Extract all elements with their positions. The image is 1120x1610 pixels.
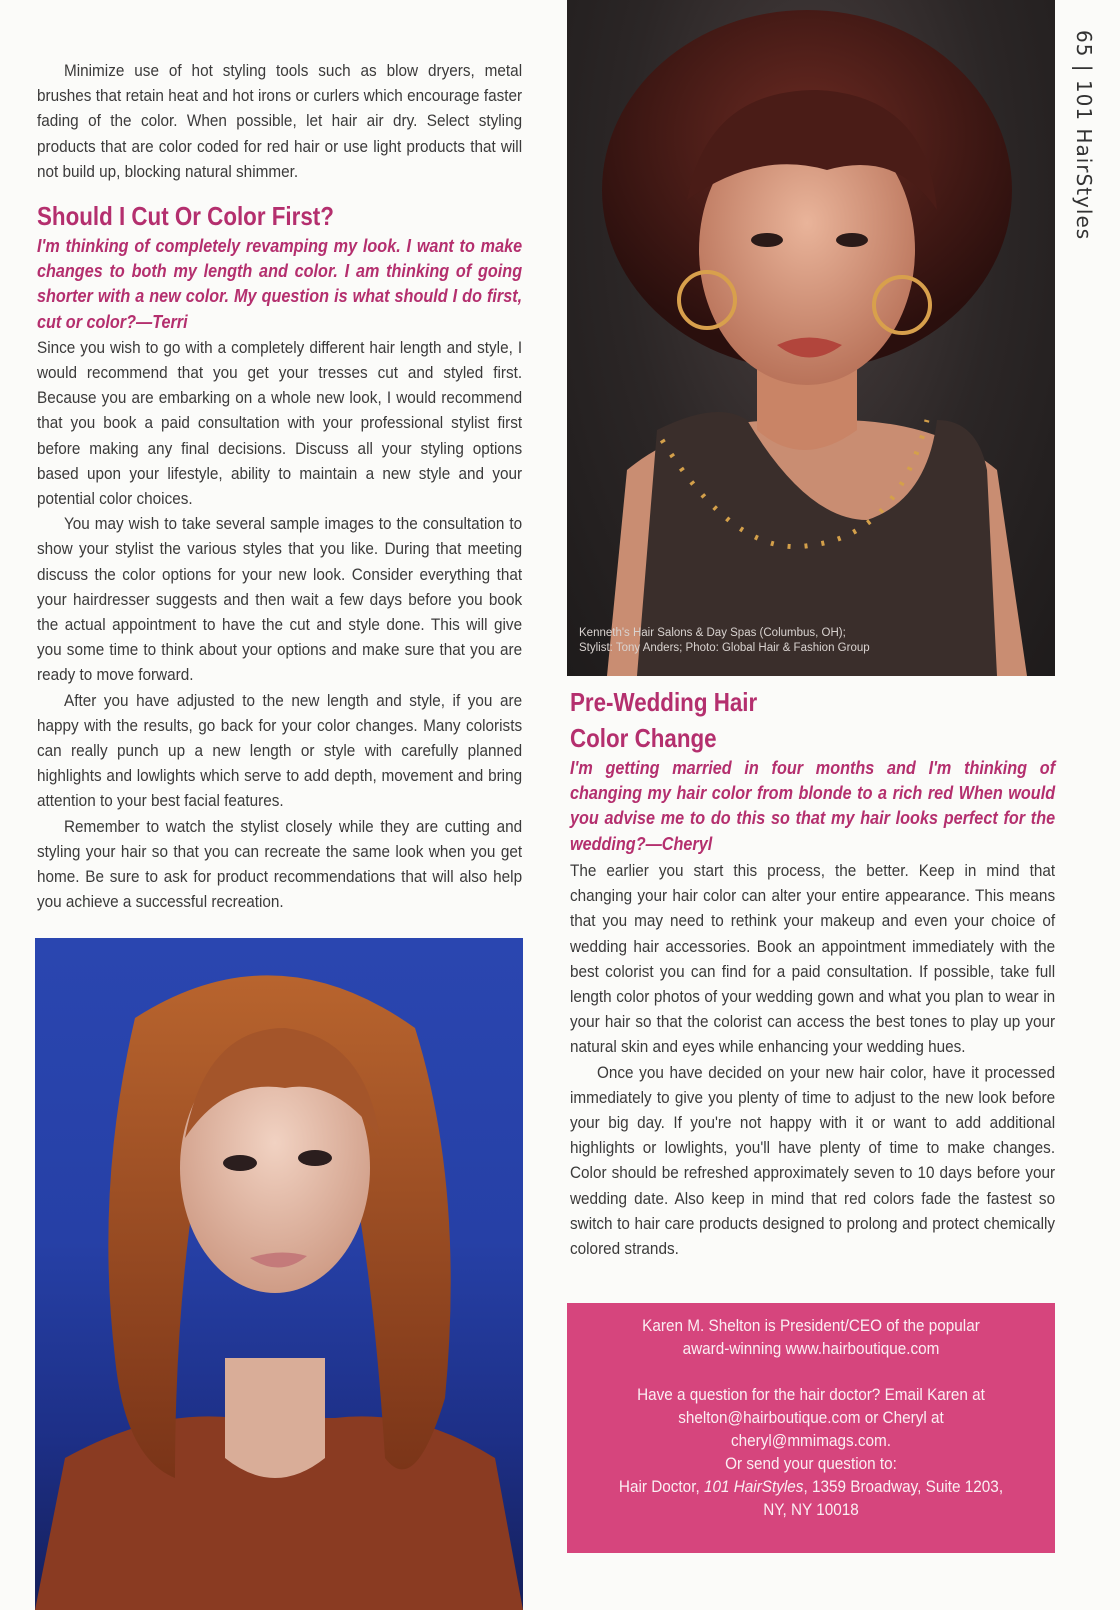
- bio-line-6: Or send your question to:: [725, 1454, 897, 1473]
- answer-paragraph-4: Remember to watch the stylist closely while they are cutting and styling your hair so that you can recreate the same look when you get home. Be sure to ask for product recommendations that will also help you achieve a successful recreation.: [37, 816, 523, 912]
- bio-line-8: NY, NY 10018: [763, 1500, 859, 1519]
- cut-or-color-heading: Should I Cut Or Color First?: [37, 201, 334, 232]
- author-bio-box: [567, 1303, 1055, 1553]
- bio-line-5: cheryl@mmimags.com.: [730, 1431, 892, 1450]
- bio-line-7a: Hair Doctor,: [618, 1477, 700, 1496]
- photo-credit-caption: [579, 626, 870, 656]
- answer-paragraph-3: After you have adjusted to the new length and style, if you are happy with the results, go back for your color changes. Many colorists can really punch up a new length or style with carefully planned highlights and lowlights which serve to add depth, movement and bring attention to your best facial features.: [37, 690, 523, 811]
- redhead-model-photo: [35, 938, 523, 1610]
- pre-wedding-heading-line-1: Pre-Wedding Hair: [570, 687, 758, 717]
- folio-text: 65 | 101 HairStyles: [1072, 30, 1096, 241]
- cut-or-color-answer: [37, 335, 522, 915]
- intro-paragraph: Minimize use of hot styling tools such as blow dryers, metal brushes that retain heat and hot irons or curlers which encourage faster fading of the color. When possible, let hair air dry. Select styling products that are color coded for red hair or use light products that will not build up, blocking natural shimmer.: [37, 61, 523, 181]
- page-folio: [1070, 30, 1100, 280]
- wedding-paragraph-1: The earlier you start this process, the better. Keep in mind that changing your hair color can alter your entire appearance. This means that you may need to rethink your makeup and even your choice of wedding hair accessories. Book an appointment immediately with the best colorist you can find for a paid consultation. If possible, take full length color photos of your wedding gown and what you plan to wear in your hair so that the colorist can access the best tones to play up your natural skin and eyes while enhancing your wedding hues.: [570, 861, 1056, 1057]
- bio-line-7: [591, 1475, 1030, 1498]
- left-column: [37, 58, 576, 915]
- bio-line-7c: , 1359 Broadway, Suite 1203,: [803, 1477, 1004, 1496]
- caption-line-1: Kenneth's Hair Salons & Day Spas (Columbus, OH);: [579, 627, 846, 639]
- redhead-model-illustration: [35, 938, 523, 1610]
- bio-line-3: Have a question for the hair doctor? Email Karen at: [637, 1385, 985, 1404]
- brunette-model-illustration: [567, 0, 1055, 676]
- wedding-paragraph-2: Once you have decided on your new hair color, have it processed immediately to give you plenty of time to adjust to the new look before your big day. If you're not happy with it or want to add additional highlights or lowlights, you'll have plenty of time to make changes. Color should be refreshed approximately seven to 10 days before your wedding date. Also keep in mind that red colors fade the fastest so switch to hair care products designed to prolong and protect chemically colored strands.: [570, 1062, 1056, 1259]
- pre-wedding-section: [570, 684, 1060, 857]
- caption-line-2: Stylist: Tony Anders; Photo: Global Hair & Fashion Group: [579, 642, 870, 654]
- bio-line-1: Karen M. Shelton is President/CEO of the popular: [642, 1316, 980, 1335]
- terri-question: I'm thinking of completely revamping my look. I want to make changes to both my length and color. I am thinking of going shorter with a new color. My question is what should I do first, cut or color?—Terri: [37, 236, 523, 332]
- bio-line-2: award-winning www.hairboutique.com: [682, 1339, 940, 1358]
- bio-line-4: shelton@hairboutique.com or Cheryl at: [678, 1408, 944, 1427]
- pre-wedding-answer: [570, 858, 1109, 1261]
- pre-wedding-heading-line-2: Color Change: [570, 723, 717, 753]
- answer-paragraph-1: Since you wish to go with a completely different hair length and style, I would recommend that you get your tresses cut and styled first. Because you are embarking on a whole new look, I would recommend that you book a paid consultation with your professional stylist first before making any final decisions. Discuss all your styling options based upon your lifestyle, ability to maintain a new style and your potential color choices.: [37, 337, 523, 509]
- pre-wedding-answer-text: [570, 858, 1055, 1261]
- answer-paragraph-2: You may wish to take several sample images to the consultation to show your stylist the various styles that you like. During that meeting discuss the color options for your new look. Consider everything that your hairdresser suggests and then wait a few days before you book the actual appointment to have the cut and style done. This will give you some time to think about your options and make sure that you are ready to move forward.: [37, 514, 523, 685]
- cheryl-question: I'm getting married in four months and I'm thinking of changing my hair color from blonde to a rich red When would you advise me to do this so that my hair looks perfect for the wedding?—Cheryl: [570, 758, 1056, 854]
- intro-block: [37, 58, 522, 184]
- brunette-model-photo: [567, 0, 1055, 676]
- magazine-name: 101 HairStyles: [703, 1477, 804, 1496]
